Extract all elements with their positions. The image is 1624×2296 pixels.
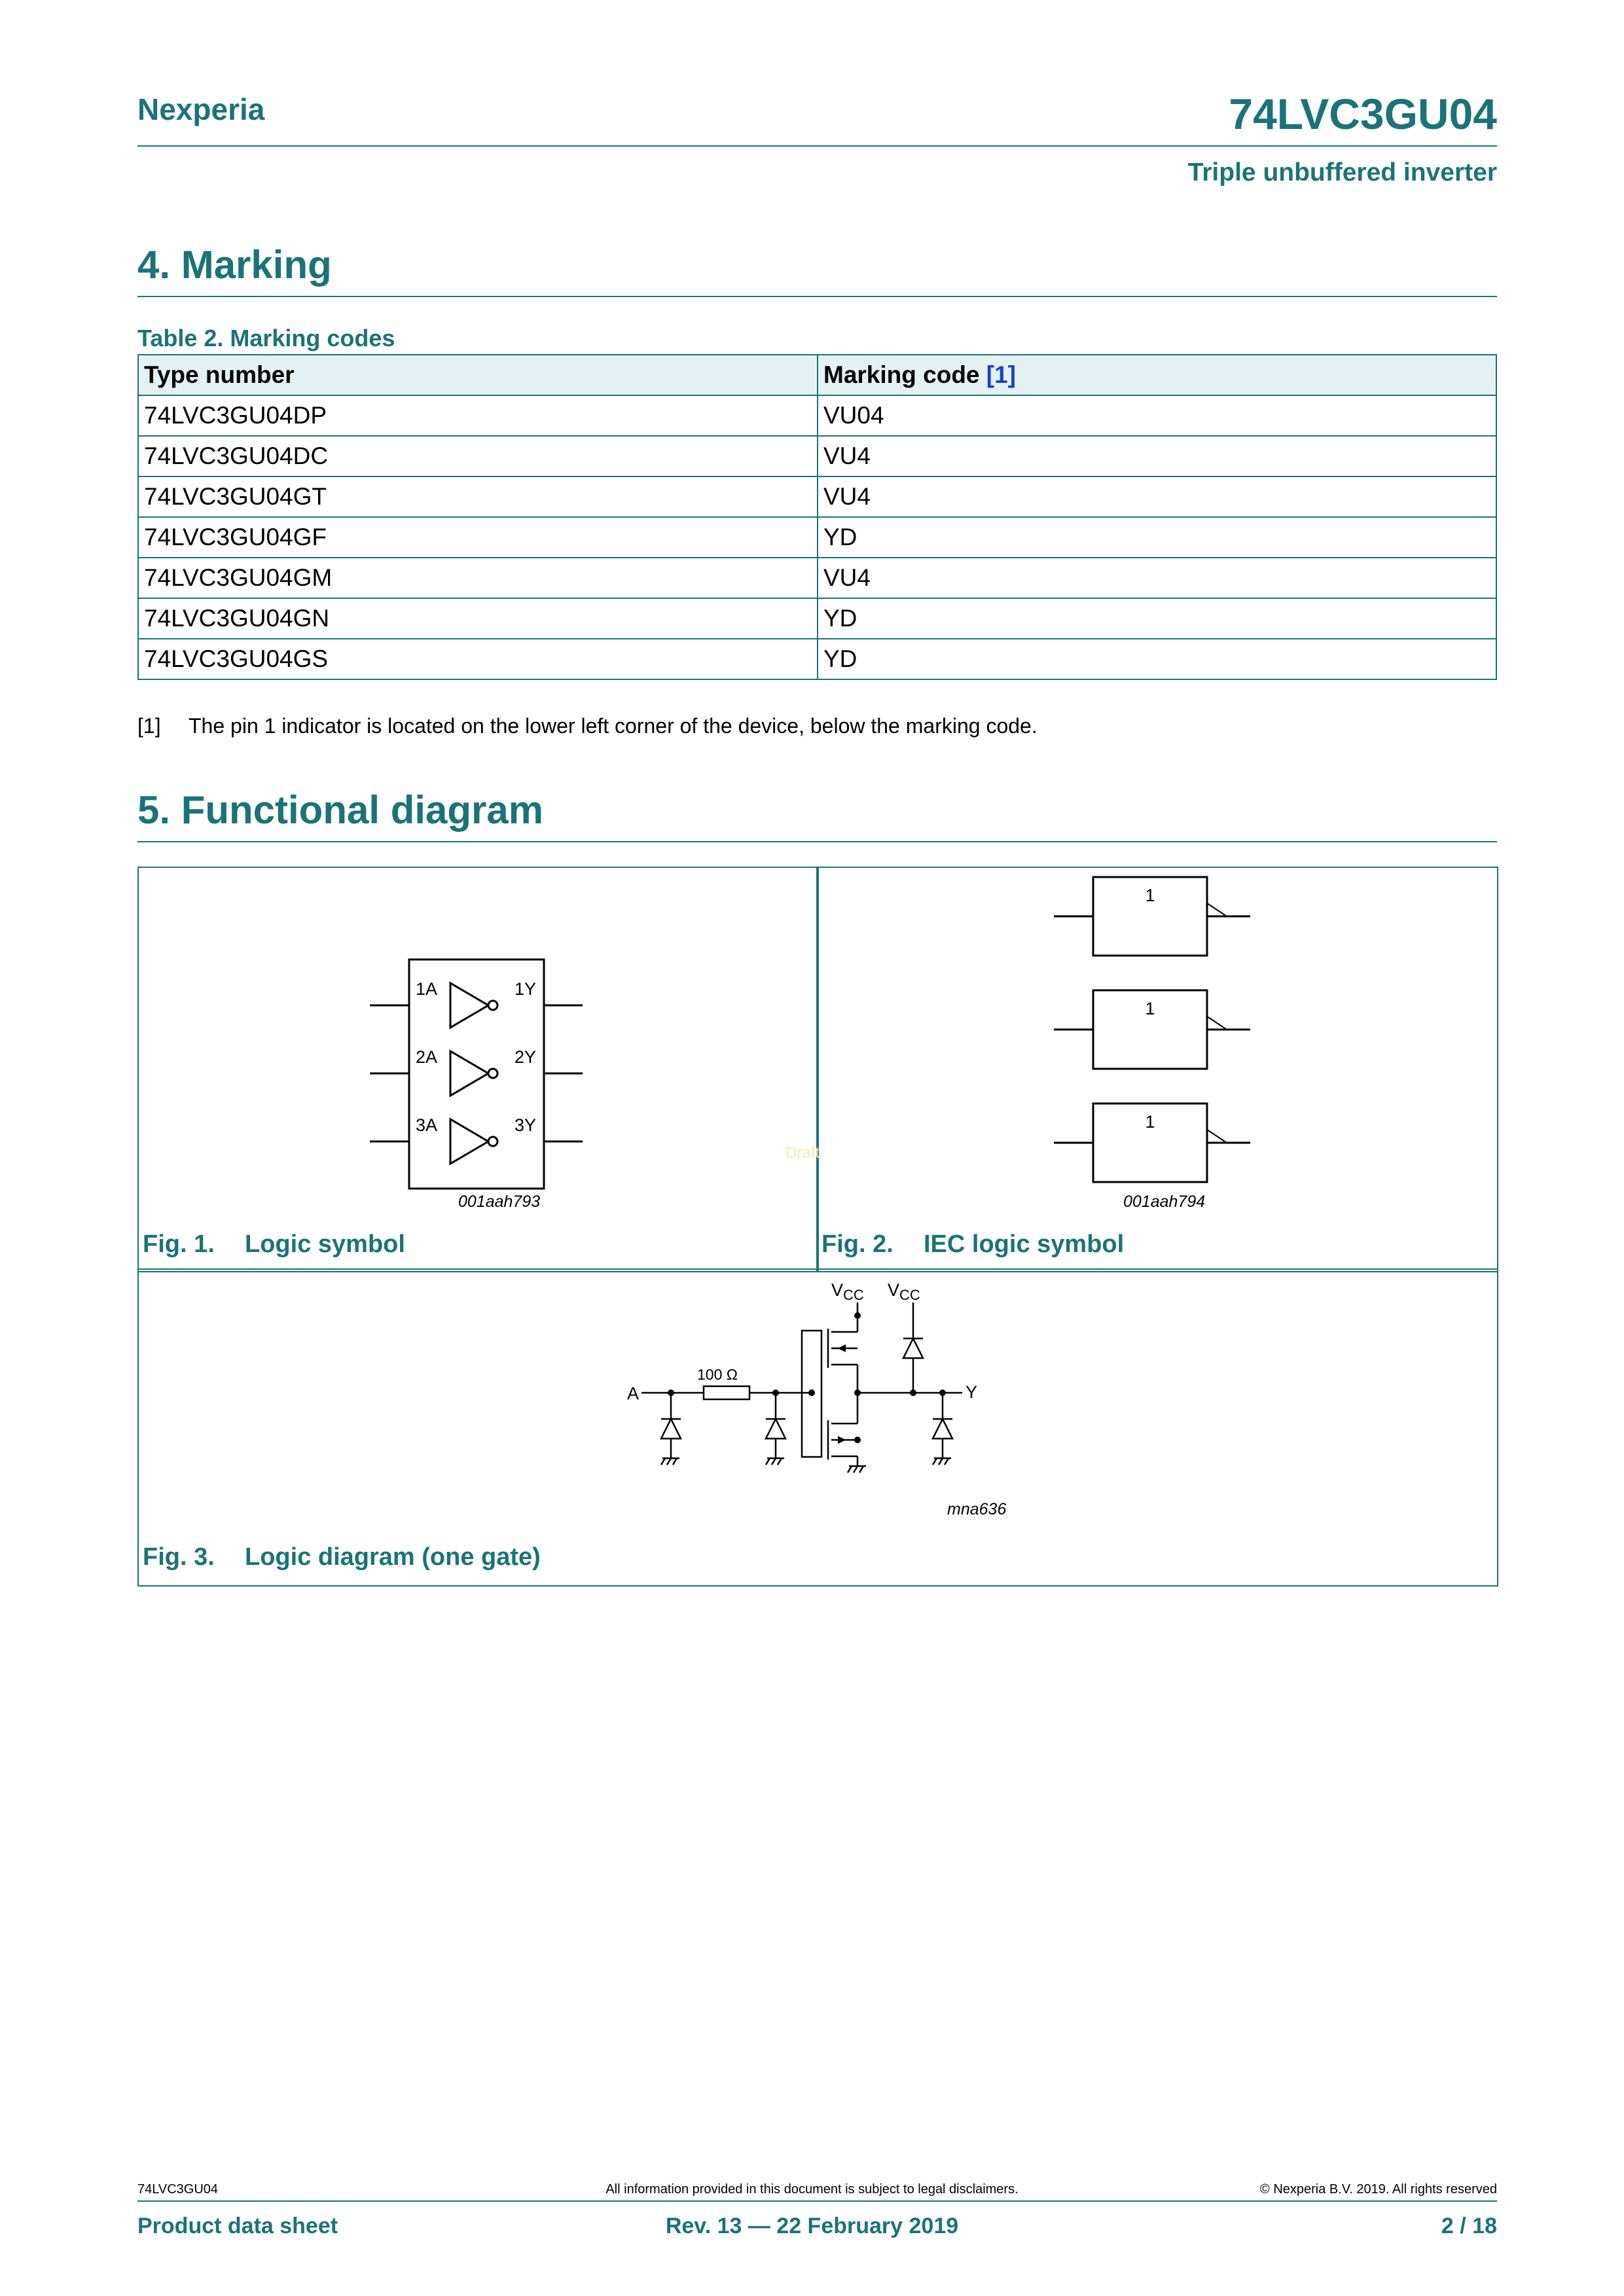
iec-gate-3-label: 1 bbox=[1145, 1112, 1155, 1132]
table-row bbox=[138, 476, 1496, 517]
figure-2-caption bbox=[821, 1230, 1124, 1259]
header-rule bbox=[137, 145, 1497, 147]
iec-logic-symbol-diagram bbox=[1047, 870, 1263, 1191]
vcc-label-1: $V_{CC}$ bbox=[831, 1280, 864, 1303]
marking-code-cell: VU4 bbox=[818, 558, 1496, 598]
inverter-gate-3 bbox=[450, 1119, 488, 1164]
figure-3-id: mna636 bbox=[947, 1500, 1007, 1518]
pin-2a: 2A bbox=[416, 1047, 438, 1067]
marking-code-cell: YD bbox=[818, 639, 1496, 679]
type-number-cell: 74LVC3GU04DC bbox=[138, 436, 818, 476]
vcc-label-2: $V_{CC}$ bbox=[888, 1280, 920, 1303]
table-header-row bbox=[138, 355, 1496, 395]
brand-name: Nexperia bbox=[137, 92, 265, 126]
pin-3a: 3A bbox=[416, 1115, 438, 1135]
pin-1a: 1A bbox=[416, 979, 438, 999]
footer-disclaimer: All information provided in this document is subject to legal disclaimers. bbox=[605, 2182, 1019, 2197]
figure-1-title: Logic symbol bbox=[245, 1230, 405, 1258]
marking-code-cell: VU04 bbox=[818, 395, 1496, 436]
figure-2-id: 001aah794 bbox=[1123, 1193, 1206, 1211]
output-label: Y bbox=[965, 1382, 978, 1402]
figure-3-caption bbox=[143, 1543, 541, 1571]
figure-2-title: IEC logic symbol bbox=[924, 1230, 1125, 1258]
marking-code-cell: VU4 bbox=[818, 436, 1496, 476]
footnote-text: The pin 1 indicator is located on the lower left corner of the device, below the marking code. bbox=[189, 714, 1038, 738]
figure-1-caption bbox=[143, 1230, 405, 1259]
marking-code-cell: VU4 bbox=[818, 476, 1496, 517]
section-marking-rule bbox=[137, 296, 1497, 297]
type-number-cell: 74LVC3GU04GF bbox=[138, 517, 818, 558]
resistor-label: 100 Ω bbox=[697, 1366, 738, 1383]
figure-1-number: Fig. 1. bbox=[143, 1230, 215, 1258]
inverter-gate-1 bbox=[450, 983, 488, 1028]
section-functional-rule bbox=[137, 841, 1497, 842]
gate-circuit-schematic bbox=[615, 1276, 1021, 1499]
footer-rule bbox=[137, 2200, 1497, 2202]
figure-3-title: Logic diagram (one gate) bbox=[245, 1543, 541, 1571]
table-row bbox=[138, 558, 1496, 598]
figure-3-number: Fig. 3. bbox=[143, 1543, 215, 1571]
table-row bbox=[138, 517, 1496, 558]
resistor-symbol bbox=[704, 1386, 749, 1399]
footnote-number: [1] bbox=[137, 714, 161, 738]
figure-1-id: 001aah793 bbox=[458, 1193, 541, 1211]
inverter-gate-2 bbox=[450, 1051, 488, 1096]
footer-doc-type: Product data sheet bbox=[137, 2214, 338, 2238]
table-row bbox=[138, 395, 1496, 436]
section-marking-title: 4. Marking bbox=[137, 243, 332, 287]
footer-page-number: 2 / 18 bbox=[1441, 2214, 1497, 2238]
marking-code-cell: YD bbox=[818, 598, 1496, 639]
marking-codes-table bbox=[137, 354, 1497, 680]
table-footnote bbox=[137, 714, 1038, 738]
pin-2y: 2Y bbox=[514, 1047, 537, 1067]
part-number: 74LVC3GU04 bbox=[1229, 90, 1497, 138]
iec-gate-2-label: 1 bbox=[1145, 999, 1155, 1018]
pin-1y: 1Y bbox=[514, 979, 537, 999]
marking-code-cell: YD bbox=[818, 517, 1496, 558]
table-caption: Table 2. Marking codes bbox=[137, 325, 395, 351]
table-row bbox=[138, 598, 1496, 639]
footnote-link[interactable]: [1] bbox=[986, 361, 1017, 388]
type-number-cell: 74LVC3GU04GN bbox=[138, 598, 818, 639]
logic-symbol-diagram bbox=[367, 956, 589, 1191]
table-row bbox=[138, 639, 1496, 679]
type-number-cell: 74LVC3GU04GM bbox=[138, 558, 818, 598]
section-functional-title: 5. Functional diagram bbox=[137, 788, 544, 832]
figure-2-number: Fig. 2. bbox=[821, 1230, 893, 1258]
document-subtitle: Triple unbuffered inverter bbox=[1187, 158, 1497, 187]
column-header-marking-code bbox=[818, 355, 1496, 395]
draft-watermark: Draft bbox=[785, 1144, 820, 1162]
type-number-cell: 74LVC3GU04DP bbox=[138, 395, 818, 436]
type-number-cell: 74LVC3GU04GS bbox=[138, 639, 818, 679]
table-row bbox=[138, 436, 1496, 476]
type-number-cell: 74LVC3GU04GT bbox=[138, 476, 818, 517]
marking-code-label: Marking code bbox=[823, 361, 980, 388]
pin-3y: 3Y bbox=[514, 1115, 537, 1135]
footer-part-number: 74LVC3GU04 bbox=[137, 2182, 219, 2197]
column-header-type-number: Type number bbox=[138, 355, 818, 395]
footer-revision: Rev. 13 — 22 February 2019 bbox=[665, 2214, 959, 2238]
iec-gate-1-label: 1 bbox=[1145, 886, 1155, 905]
footer-copyright: © Nexperia B.V. 2019. All rights reserved bbox=[1260, 2182, 1497, 2197]
input-label: A bbox=[627, 1384, 640, 1403]
